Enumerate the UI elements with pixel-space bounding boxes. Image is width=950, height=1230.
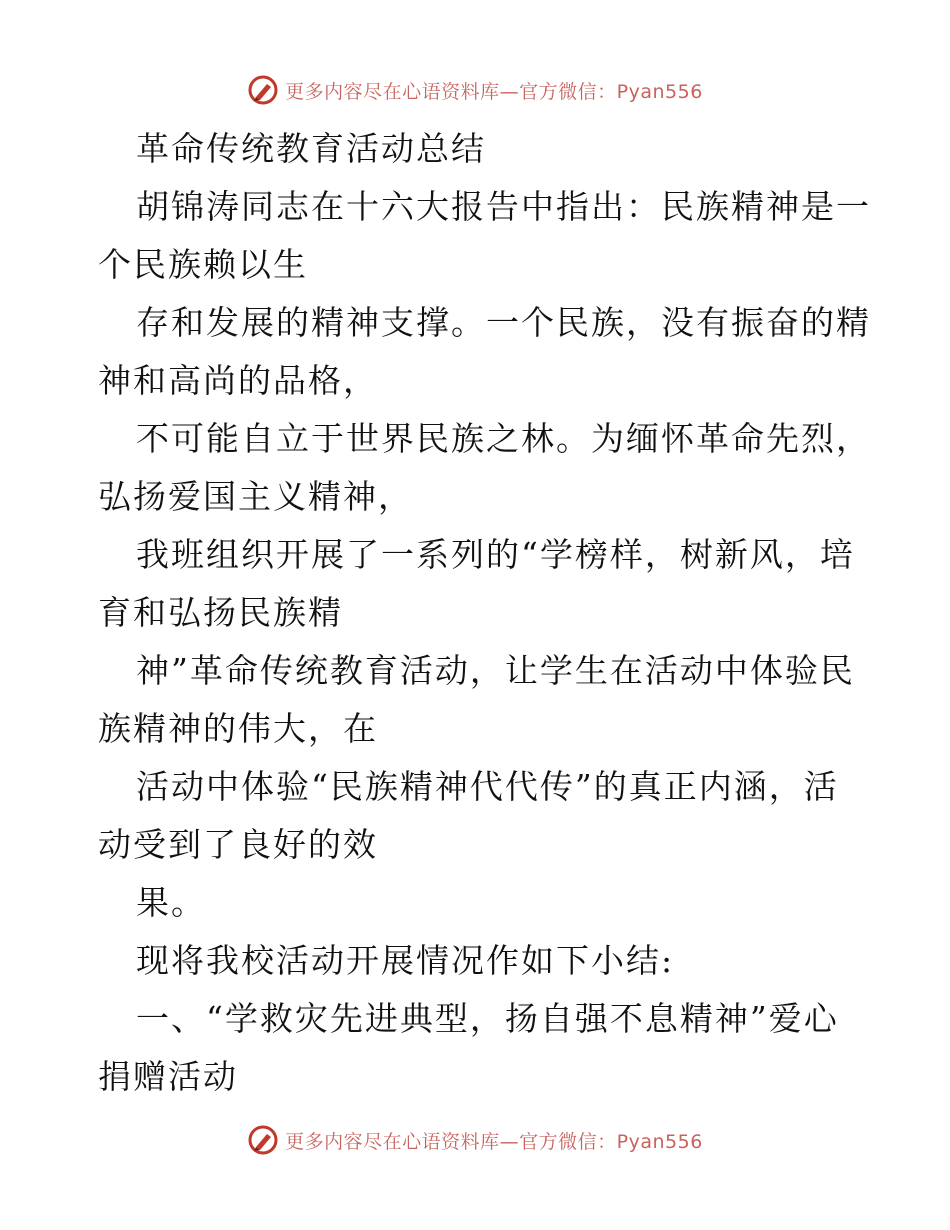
text-line: 活动中体验“民族精神代代传”的真正内涵，活: [136, 767, 839, 806]
text-line: 族精神的伟大，在: [98, 709, 378, 748]
text-line: 育和弘扬民族精: [98, 593, 343, 632]
pen-logo-icon: [247, 74, 279, 106]
text-line: 果。: [136, 883, 206, 922]
header-watermark: [0, 70, 950, 110]
text-line: 一、“学救灾先进典型，扬自强不息精神”爱心: [136, 999, 839, 1038]
text-line: 存和发展的精神支撑。一个民族，没有振奋的精: [136, 303, 871, 342]
text-line: 弘扬爱国主义精神，: [98, 477, 413, 516]
watermark-text: 更多内容尽在心语资料库—官方微信：Pyan556: [285, 80, 703, 103]
text-line: 胡锦涛同志在十六大报告中指出：民族精神是一: [136, 187, 871, 226]
pen-logo-icon: [247, 1124, 279, 1156]
text-line: 现将我校活动开展情况作如下小结:: [136, 941, 675, 980]
text-line: 动受到了良好的效: [98, 825, 378, 864]
text-line: 神和高尚的品格，: [98, 361, 378, 400]
text-line: 捐赠活动: [98, 1057, 238, 1096]
document-body: [98, 120, 871, 1106]
text-line: 不可能自立于世界民族之林。为缅怀革命先烈，: [136, 419, 871, 458]
text-line: 个民族赖以生: [98, 245, 308, 284]
footer-watermark: [0, 1120, 950, 1160]
watermark-text: 更多内容尽在心语资料库—官方微信：Pyan556: [285, 1130, 703, 1153]
text-line: 神”革命传统教育活动，让学生在活动中体验民: [136, 651, 855, 690]
text-line: 我班组织开展了一系列的“学榜样，树新风，培: [136, 535, 855, 574]
document-title: 革命传统教育活动总结: [136, 129, 486, 168]
